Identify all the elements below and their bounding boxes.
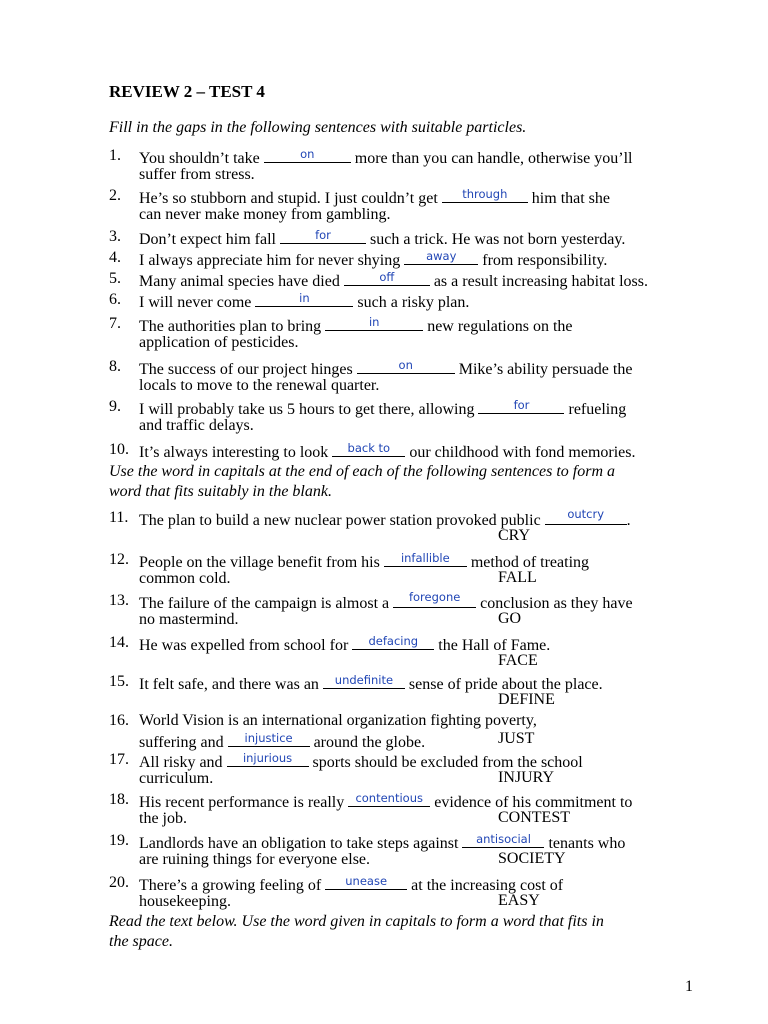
capital-word: EASY	[498, 892, 540, 909]
answer-blank[interactable]: infallible	[384, 550, 467, 567]
worksheet-page: REVIEW 2 – TEST 4 Fill in the gaps in the following sentences with suitable particles. 1. You shouldn’t take on more than you can handle, otherwise you’ll suffer from stress. 2. He’s so stubborn and stupid. I just couldn’t get through him that she can never make money from gambling. 3. Don’t expect him fall for such a trick. He was not born yesterday. 4. I always appreciate him for never shying away from responsibility. 5. Many animal species have died off as a result increasing habitat loss. 6. I will never come in such a risky plan. 7. The authorities plan to bring in new regulations on the application of pesticides. 8. The success of our project hinges on Mike’s ability persuade the locals to move to the renewal quarter. 9. I will probably take us 5 hours to get there, allowing for refueling and traffic delays. 10. It’s always interesting to look back to our childhood with fond memories. Use the word in capitals at the end of each of the following sentences to form a word that fits suitably in the blank. 11. The plan to build a new nuclear power station provoked public outcry . CRY 12. People on the village benefit from his infallible method of treating common cold. FALL 13. The failure of the campaign is almost a foregone conclusion as they have no mastermind. GO 14. He was expelled from school for defacing the Hall of Fame. FACE 15. It felt safe, and there was an undefinite sense of pride about the place. DEFINE 16. World Vision is an international organization fighting poverty, suffering and injustice around the globe. JUST 17. All risky and injurious sports should be excluded from the school curriculum. INJURY 18. His recent performance is really contentious evidence of his commitment to the job. CONTEST 19. Landlords have an obligation to take steps against antisocial tenants who are ruining things for everyone else. SOCIETY 20. There’s a growing feeling of unease at the increasing cost of housekeeping. EASY Read the text below. Use the word given in capitals to form a word that fits in the space. 1	[0, 0, 768, 1024]
answer-blank[interactable]: unease	[325, 873, 407, 890]
instruction-text-formation: Read the text below. Use the word given in capitals to form a word that fits in the space.	[109, 913, 604, 950]
answer-blank[interactable]: injurious	[227, 750, 309, 767]
capital-word: FALL	[498, 569, 537, 586]
capital-word: CRY	[498, 527, 531, 544]
answer-blank[interactable]: defacing	[352, 633, 434, 650]
answer-blank[interactable]: on	[264, 146, 351, 163]
answer-blank[interactable]: in	[325, 314, 423, 331]
answer-blank[interactable]: away	[404, 248, 478, 265]
capital-word: FACE	[498, 652, 538, 669]
capital-word: DEFINE	[498, 691, 555, 708]
answer-blank[interactable]: on	[357, 357, 455, 374]
capital-word: INJURY	[498, 769, 555, 786]
capital-word: JUST	[498, 730, 535, 747]
answer-blank[interactable]: undefinite	[323, 672, 405, 689]
answer-blank[interactable]: foregone	[393, 591, 476, 608]
answer-blank[interactable]: through	[442, 186, 528, 203]
answer-blank[interactable]: antisocial	[462, 831, 544, 848]
instruction-particles: Fill in the gaps in the following sentences with suitable particles.	[109, 119, 527, 136]
capital-word: SOCIETY	[498, 850, 566, 867]
answer-blank[interactable]: for	[478, 397, 564, 414]
answer-blank[interactable]: back to	[332, 440, 405, 457]
page-title: REVIEW 2 – TEST 4	[109, 82, 265, 101]
answer-blank[interactable]: injustice	[228, 730, 310, 747]
page-number: 1	[685, 978, 693, 995]
answer-blank[interactable]: off	[344, 269, 430, 286]
answer-blank[interactable]: outcry	[545, 508, 627, 525]
capital-word: GO	[498, 610, 522, 627]
answer-blank[interactable]: in	[255, 290, 353, 307]
answer-blank[interactable]: contentious	[348, 790, 430, 807]
capital-word: CONTEST	[498, 809, 570, 826]
instruction-word-formation: Use the word in capitals at the end of each of the following sentences to form a word that fits suitably in the blank.	[109, 463, 616, 500]
answer-blank[interactable]: for	[280, 227, 366, 244]
